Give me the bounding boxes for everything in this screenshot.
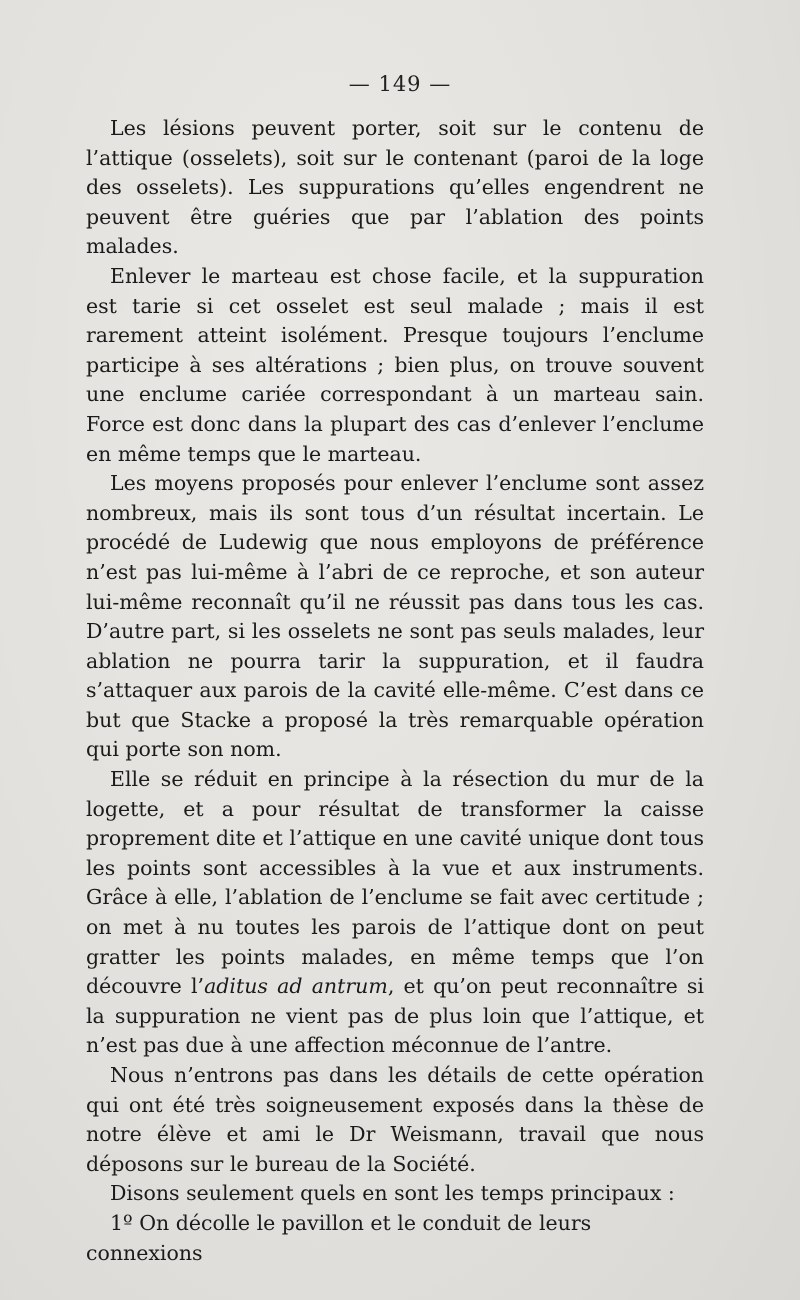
page-number: — 149 — [348, 72, 452, 96]
paragraph-4-before: Elle se réduit en principe à la résection du mur de la logette, et a pour résultat de transformer la caisse proprement dite et l’attique en une cavité unique dont tous les points sont accessibles à la vue et aux instruments. Grâce à elle, l’ablation de l’enclume se fait avec certitude ; on met à nu toutes les parois de l’attique dont on peut gratter les points malades, en même temps que l’on découvre l’ [86, 767, 704, 999]
paragraph-3: Les moyens proposés pour enlever l’enclume sont assez nombreux, mais ils sont tous d’un résultat incertain. Le procédé de Ludewig que nous employons de préférence n’est pas lui-même à l’abri de ce reproche, et son auteur lui-même reconnaît qu’il ne réussit pas dans tous les cas. D’autre part, si les osselets ne sont pas seuls malades, leur ablation ne pourra tarir la suppuration, et il faudra s’attaquer aux parois de la cavité elle-même. C’est dans ce but que Stacke a proposé la très remarquable opération qui porte son nom. [86, 471, 704, 762]
paragraph-2: Enlever le marteau est chose facile, et la suppuration est tarie si cet osselet est seul malade ; mais il est rarement atteint isolément. Presque toujours l’enclume participe à ses altérations ; bien plus, on trouve souvent une enclume cariée correspondant à un marteau sain. Force est donc dans la plupart des cas d’enlever l’enclume en même temps que le marteau. [86, 263, 704, 466]
paragraph-7: 1º On décolle le pavillon et le conduit de leurs connexions [86, 1210, 592, 1265]
paragraph-6: Disons seulement quels en sont les temps principaux : [110, 1181, 675, 1206]
paragraph-1: Les lésions peuvent porter, soit sur le contenu de l’attique (osselets), soit sur le contenant (paroi de la loge des osselets). Les suppurations qu’elles engendrent ne peuvent être guéries que par l’ablation des points malades. [86, 116, 704, 259]
paragraph-4 [86, 765, 704, 1061]
latin-term-aditus-ad-antrum: aditus ad antrum [204, 974, 388, 999]
paragraph-5: Nous n’entrons pas dans les détails de cette opération qui ont été très soigneusement exposés dans la thèse de notre élève et ami le Dr Weismann, travail que nous déposons sur le bureau de la Société. [86, 1063, 704, 1176]
body-text [86, 114, 704, 1268]
paragraph-4-after: , et qu’on peut reconnaître si la suppuration ne vient pas de plus loin que l’attique, et n’est pas due à une affection méconnue de l’antre. [86, 974, 704, 1058]
